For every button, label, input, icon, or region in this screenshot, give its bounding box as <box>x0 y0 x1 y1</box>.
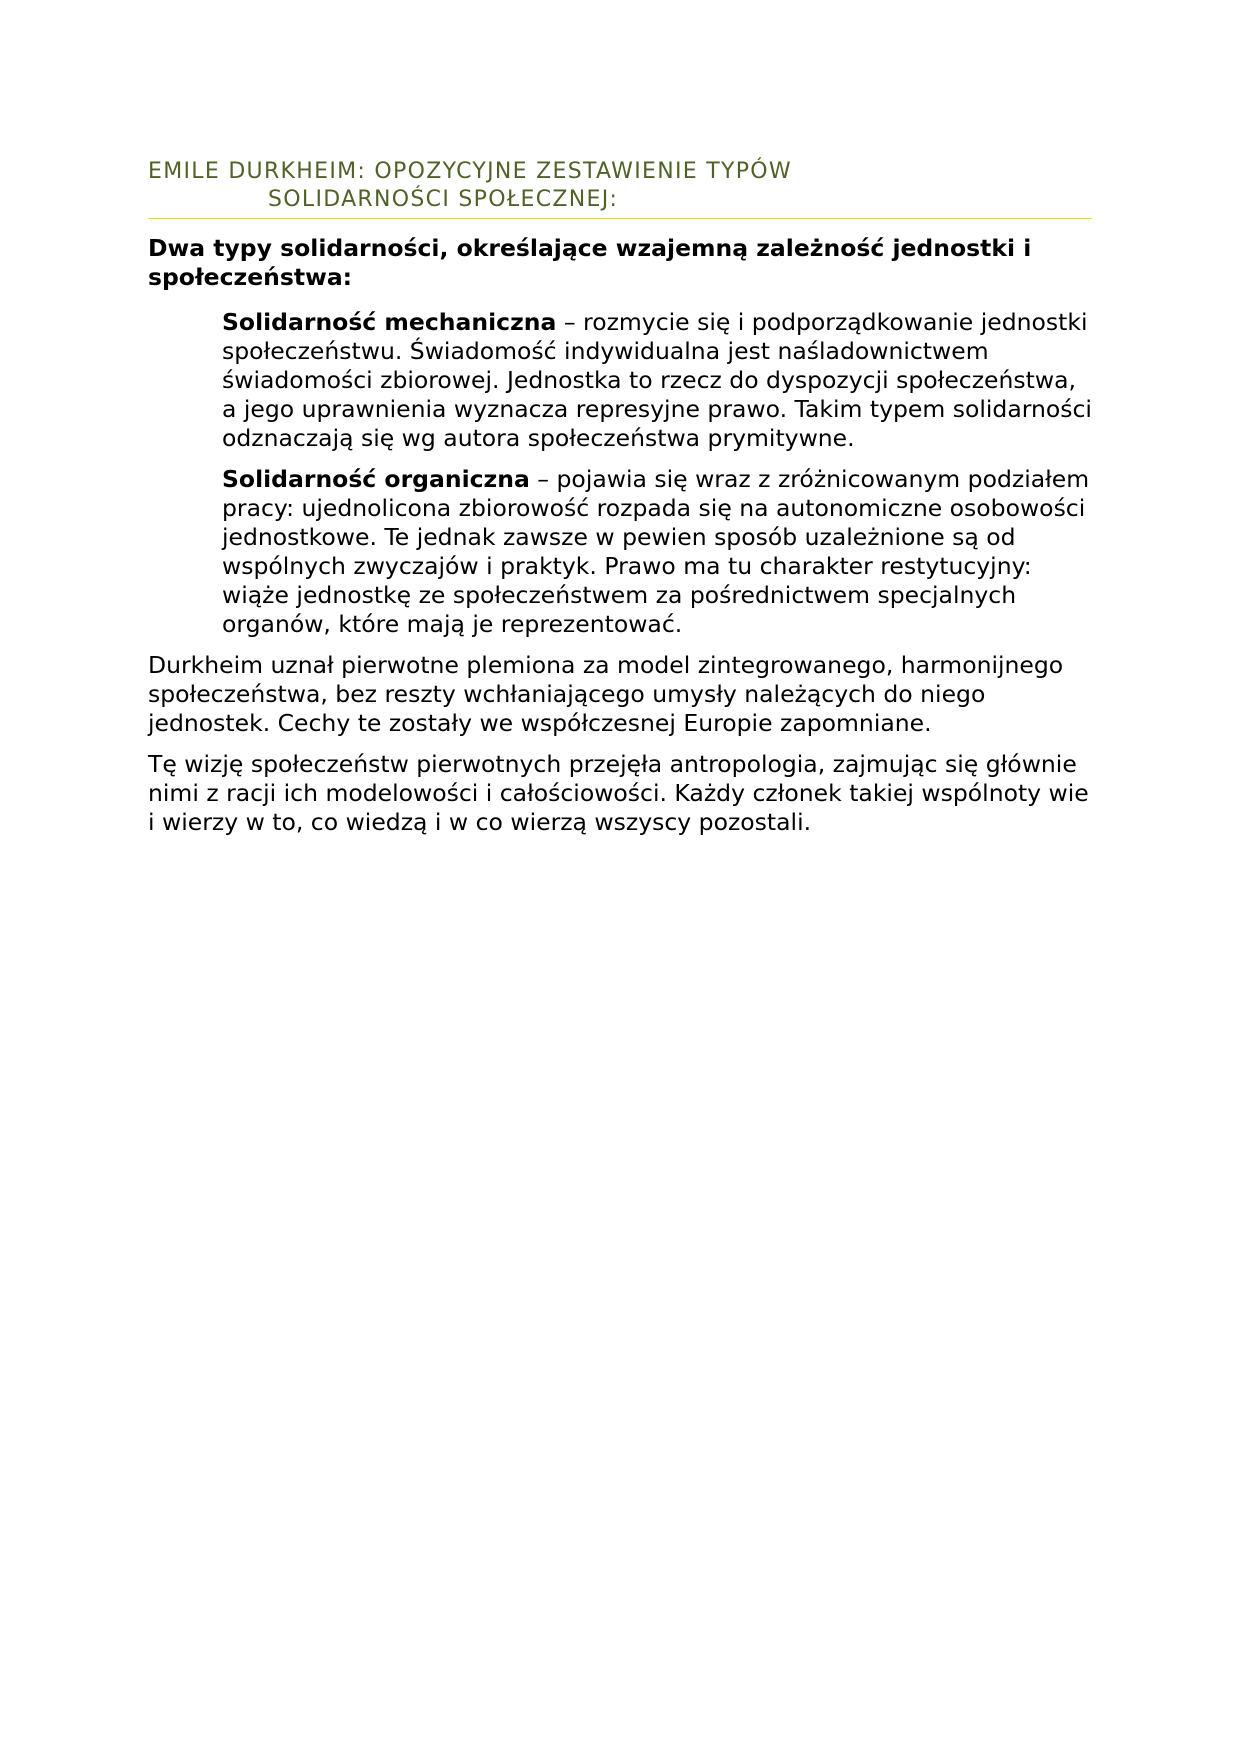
definitions-list <box>222 308 1092 639</box>
definition-mechanical <box>222 308 1092 453</box>
body-paragraph: Durkheim uznał pierwotne plemiona za model zintegrowanego, harmonijnego społeczeństwa, bez reszty wchłaniającego umysły należących do niego jednostek. Cechy te zostały we współczesnej Europie zapomniane. <box>148 651 1064 737</box>
definition-term: Solidarność organiczna <box>222 465 530 493</box>
document-page <box>148 158 1092 849</box>
definition-text: – pojawia się wraz z zróżnicowanym podziałem pracy: ujednolicona zbiorowość rozpada się na autonomiczne osobowości jednostkowe. Te jednak zawsze w pewien sposób uzależnione są od wspólnych zwyczajów i praktyk. Prawo ma tu charakter restytucyjny: wiąże jednostkę ze społeczeństwem za pośrednictwem specjalnych organów, które mają je reprezentować. <box>222 465 1090 638</box>
body-paragraph: Tę wizję społeczeństw pierwotnych przejęła antropologia, zajmując się głównie nimi z racji ich modelowości i całościowości. Każdy członek takiej wspólnoty wie i wierzy w to, co wiedzą i w co wierzą wszyscy pozostali. <box>148 750 1089 836</box>
document-heading <box>148 158 1092 219</box>
document-subheading: Dwa typy solidarności, określające wzajemną zależność jednostki i społeczeństwa: <box>148 234 1032 291</box>
definition-text: – rozmycie się i podporządkowanie jednostki społeczeństwu. Świadomość indywidualna jest naśladownictwem świadomości zbiorowej. Jednostka to rzecz do dyspozycji społeczeństwa, a jego uprawnienia wyznacza represyjne prawo. Takim typem solidarności odznaczają się wg autora społeczeństwa prymitywne. <box>222 308 1092 452</box>
definition-term: Solidarność mechaniczna <box>222 308 557 336</box>
heading-line-1: EMILE DURKHEIM: OPOZYCYJNE ZESTAWIENIE TYPÓW <box>148 159 792 184</box>
definition-organic <box>222 465 1092 639</box>
heading-line-2: SOLIDARNOŚCI SPOŁECZNEJ: <box>268 187 619 212</box>
